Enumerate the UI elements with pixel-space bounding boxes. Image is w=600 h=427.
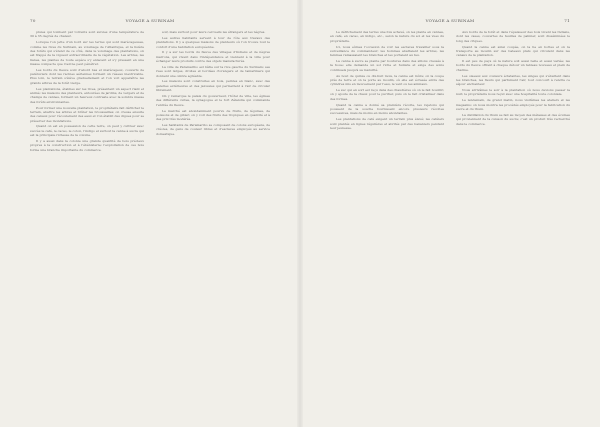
paragraph: Nous arrivâmes le soir à la plantation où nous devions passer la nuit; le propriétaire nous reçut avec une hospitalité toute coloniale. <box>456 88 570 97</box>
paragraph: Lorsque l'on jette d'un bord sur les terres qui sont marécageuses, comme les rives du Surinam, au voisinage de l'Atlantique, et la lisière des forêts qui s'étend de ce côté, dans le voisinage des plantations, on est frappé de la vigueur extraordinaire de la végétation. Les arbres, les lianes, les plantes de toute espèce s'y enlacent et s'y pressent en une masse compacte que l'œil ne peut pénétrer. <box>30 40 144 66</box>
paragraph: Ici, nous eûmes l'occasion de voir les esclaves travailler sous la surveillance du commandeur; les hommes abattaient les arbres, les femmes ramassaient les branches et les portaient au feu. <box>330 44 444 58</box>
text-column <box>156 30 270 411</box>
paragraph: Les habitants de Paramaribo se composent de colons européens, de créoles, de gens de couleur libres et d'esclaves employés au service domestique. <box>156 123 270 136</box>
paragraph: La distillation du rhum se fait au moyen des mélasses et des écumes qui proviennent de la cuisson du sucre; c'est un produit très recherché dans le commerce. <box>456 112 570 126</box>
text-column <box>330 30 444 411</box>
paragraph: Quand la canne est ainsi coupée, on la lie en bottes et on la transporte au moulin sur des bateaux plats qui circulent dans les canaux de la plantation. <box>456 44 570 58</box>
page-number: 70 <box>30 18 36 23</box>
paragraph: Le défrichement des terres une fois achevé, on les plante en cannes, en café, en cacao, en indigo, etc., selon la nature du sol et les vues du propriétaire. <box>330 30 444 43</box>
paragraph: Les plantations, établies sur les rives, présentent un aspect riant et animé; les maisons des planteurs, entourées de jardins, de vergers et de champs de cannes, forment un heureux contraste avec la sombre masse des forêts environnantes. <box>30 86 144 104</box>
paragraph: Les bords du fleuve sont d'abord bas et marécageux, couverts de palétuviers dont les racines aériennes forment un réseau inextricable. Plus loin, le terrain s'élève graduellement et l'on voit apparaître les grands arbres de la forêt vierge. <box>30 67 144 85</box>
paragraph: Il y a aussi dans la colonie une grande quantité de bois précieux propres à la construction et à l'ébénisterie; l'exploitation de ces bois forme une branche importante du commerce. <box>30 138 144 152</box>
right-page <box>300 0 600 427</box>
paragraph: Le lendemain, de grand matin, nous visitâmes les ateliers et les magasins; on nous montra les procédés employés pour la fabrication du sucre et du rhum. <box>456 98 570 111</box>
paragraph: soir, mais surtout pour leurs cercueils les étrangers et les nègres. <box>162 30 266 34</box>
paragraph: Aux bords de la forêt et dans l'épaisseur des bois vivent les Indiens, dont les cases, couvertes de feuilles de palmier, sont disséminées le long des criques. <box>456 30 570 43</box>
running-title: VOYAGE A SURINAM <box>425 18 475 23</box>
running-head <box>330 18 570 26</box>
paragraph: Quand la canne a donné sa première récolte, les rejetons qui poussent de la souche fournissent encore plusieurs récoltes successives, mais de moins en moins abondantes. <box>330 102 444 116</box>
paragraph: La canne à sucre se plante par boutures dans des sillons creusés à la houe; elle demande un sol riche et humide et exige des soins continuels jusqu'à sa maturité. <box>330 59 444 72</box>
text-column <box>30 30 144 411</box>
paragraph: Les maisons sont construites en bois, peintes en blanc, avec des galeries extérieures et des jalousies qui permettent à l'air de circuler librement. <box>156 79 270 93</box>
paragraph: Le marché est abondamment pourvu de fruits, de légumes, de poissons et de gibier; on y voit des fruits des tropiques en quantité et à des prix très modérés. <box>156 108 270 122</box>
paragraph: Au bout de quinze ou dix-huit mois, la canne est mûre; on la coupe près de terre et on la porte au moulin, où elle est écrasée entre des cylindres mis en mouvement par l'eau, le vent ou les animaux. <box>330 73 444 87</box>
paragraph: pluies qui tombent par torrents sont suivies d'une température de 30 à 35 degrés de chaleur. <box>30 30 144 39</box>
paragraph: Les autres habitants servent à tour de rôle aux travaux des plantations. Il y a quelques maisons de planteurs où l'on trouve tout le confort d'une habitation européenne. <box>156 35 270 49</box>
paragraph: Les oiseaux aux couleurs éclatantes, les singes qui s'ébattent dans les branches, les fleurs qui parfument l'air, tout concourt à rendre ce séjour enchanteur. <box>456 73 570 87</box>
paragraph: Quand on est en possession de cette terre, on peut y cultiver avec succès le café, le cacao, le coton, l'indigo et surtout la canne à sucre qui est la principale richesse de la colonie. <box>30 124 144 138</box>
paragraph: Pour former une nouvelle plantation, le propriétaire fait défricher le terrain, abattre les arbres et brûler les broussailles; on creuse ensuite des canaux pour l'écoulement des eaux et l'on établit des digues pour se préserver des inondations. <box>30 105 144 123</box>
text-column <box>456 30 570 411</box>
paragraph: Il est peu de pays où la nature soit aussi belle et aussi variée; les bords du fleuve offrent à chaque détour un tableau nouveau et plein de charme. <box>456 59 570 72</box>
paragraph: Les plantations de café exigent un terrain plus élevé; les caféiers sont plantés en lignes régulières et abrités par des bananiers pendant leur jeunesse. <box>330 117 444 130</box>
paragraph: On y remarque le palais du gouverneur, l'hôtel de ville, les églises des différents cultes, la synagogue et le fort Zélandia qui commande l'entrée du fleuve. <box>156 93 270 107</box>
running-title: VOYAGE A SURINAM <box>125 18 175 23</box>
running-head <box>30 18 270 26</box>
page-number: 71 <box>564 18 570 23</box>
paragraph: Le suc qui en sort est reçu dans des chaudières où on le fait bouillir; on y ajoute de la chaux pour le purifier, puis on le fait cristalliser dans des formes. <box>330 88 444 101</box>
paragraph: La ville de Paramaribo est bâtie sur la rive gauche du Surinam; ses rues sont larges, droites et bordées d'orangers et de tamariniers qui donnent une ombre agréable. <box>156 64 270 78</box>
paragraph: Il y a sur les bords du fleuve des villages d'Indiens et de nègres marrons, qui vivent dans l'indépendance et viennent à la ville pour échanger leurs produits contre des objets manufacturés. <box>156 50 270 64</box>
text-columns <box>30 30 270 411</box>
text-columns <box>330 30 570 411</box>
